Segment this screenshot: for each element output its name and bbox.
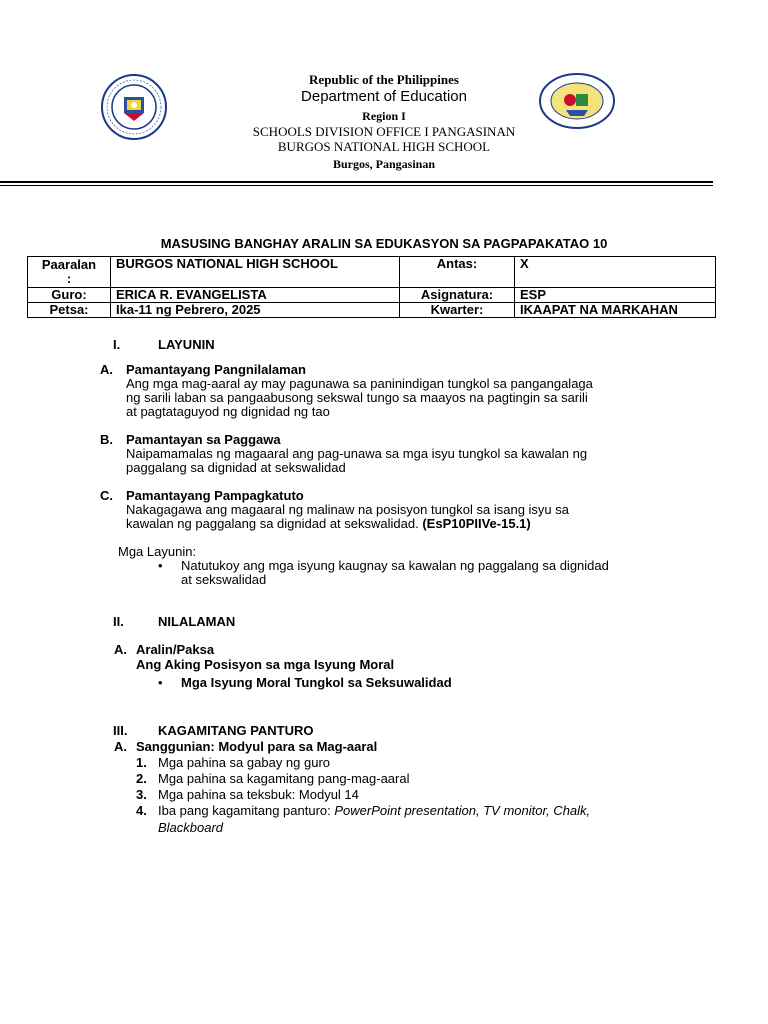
- sub-c-text-2: kawalan ng paggalang sa dignidad at sekswalidad. (EsP10PIIVe-15.1): [126, 516, 531, 531]
- list-item-number: 1.: [136, 755, 147, 770]
- table-row: [28, 303, 716, 318]
- header-department: Department of Education: [301, 88, 467, 105]
- table-row: [28, 288, 716, 303]
- objective-text-1: Natutukoy ang mga isyung kaugnay sa kawalan ng paggalang sa dignidad: [181, 558, 609, 573]
- value-paaralan: BURGOS NATIONAL HIGH SCHOOL: [111, 257, 400, 288]
- competency-code: (EsP10PIIVe-15.1): [422, 516, 531, 531]
- document-title: MASUSING BANGHAY ARALIN SA EDUKASYON SA PAGPAPAKATAO 10: [160, 236, 608, 251]
- topic-title: Ang Aking Posisyon sa mga Isyung Moral: [136, 657, 395, 672]
- header-division: SCHOOLS DIVISION OFFICE I PANGASINAN: [252, 124, 516, 139]
- bullet-icon: •: [158, 558, 163, 573]
- header-school: BURGOS NATIONAL HIGH SCHOOL: [277, 139, 491, 154]
- header-address: Burgos, Pangasinan: [332, 157, 436, 171]
- sub-c-heading: Pamantayang Pampagkatuto: [126, 488, 304, 503]
- label-kwarter: Kwarter:: [400, 303, 515, 318]
- value-kwarter: IKAAPAT NA MARKAHAN: [515, 303, 716, 318]
- list-item-text: Mga pahina sa gabay ng guro: [158, 755, 331, 770]
- section-1-number: I.: [113, 337, 121, 352]
- header-republic: Republic of the Philippines: [309, 72, 459, 87]
- sub-c-text-1: Nakagagawa ang magaaral ng malinaw na posisyon tungkol sa isang isyu sa: [126, 502, 569, 517]
- s3-a-heading: Sanggunian: Modyul para sa Mag-aaral: [136, 739, 378, 754]
- value-antas: X: [515, 257, 716, 288]
- section-2-title: NILALAMAN: [158, 614, 236, 629]
- value-petsa: Ika-11 ng Pebrero, 2025: [111, 303, 400, 318]
- topic-bullet-text: Mga Isyung Moral Tungkol sa Seksuwalidad: [181, 675, 452, 690]
- header-region: Region I: [362, 109, 406, 123]
- sub-a-text-1: Ang mga mag-aaral ay may pagunawa sa paninindigan tungkol sa pangangalaga: [126, 376, 593, 391]
- table-row: [28, 257, 716, 288]
- value-guro: ERICA R. EVANGELISTA: [111, 288, 400, 303]
- list-item-number: 3.: [136, 787, 147, 802]
- sub-b-letter: B.: [100, 432, 113, 447]
- label-petsa: Petsa:: [28, 303, 111, 318]
- header-divider: [0, 181, 713, 183]
- objectives-label: Mga Layunin:: [118, 544, 197, 559]
- label-guro: Guro:: [28, 288, 111, 303]
- list-item-text: Iba pang kagamitang panturo: PowerPoint presentation, TV monitor, Chalk,: [158, 803, 591, 818]
- bullet-icon: •: [158, 675, 163, 690]
- info-table: [27, 256, 716, 318]
- header-divider-thin: [0, 185, 713, 186]
- label-antas: Antas:: [400, 257, 515, 288]
- sub-b-text-2: paggalang sa dignidad at sekswalidad: [126, 460, 346, 475]
- s3-a-letter: A.: [114, 739, 127, 754]
- section-3-number: III.: [113, 723, 128, 738]
- list-item-text: Mga pahina sa teksbuk: Modyul 14: [158, 787, 359, 802]
- sub-a-text-3: at pagtataguyod ng dignidad ng tao: [126, 404, 330, 419]
- section-2-number: II.: [113, 614, 124, 629]
- list-item-text-continued: Blackboard: [158, 820, 224, 835]
- sub-b-text-1: Naipamamalas ng magaaral ang pag-unawa sa mga isyu tungkol sa kawalan ng: [126, 446, 588, 461]
- sub-b-heading: Pamantayan sa Paggawa: [126, 432, 281, 447]
- sub-c-letter: C.: [100, 488, 113, 503]
- s2-a-letter: A.: [114, 642, 127, 657]
- sub-a-heading: Pamantayang Pangnilalaman: [126, 362, 306, 377]
- section-1-title: LAYUNIN: [158, 337, 215, 352]
- value-asignatura: ESP: [515, 288, 716, 303]
- s2-a-heading: Aralin/Paksa: [136, 642, 215, 657]
- label-paaralan: Paaralan :: [28, 257, 111, 288]
- section-3-title: KAGAMITANG PANTURO: [158, 723, 314, 738]
- sub-a-text-2: ng sarili laban sa pangaabusong sekswal tungo sa maayos na pagtingin sa sarili: [126, 390, 588, 405]
- label-asignatura: Asignatura:: [400, 288, 515, 303]
- objective-text-2: at sekswalidad: [181, 572, 267, 587]
- list-item-number: 4.: [136, 803, 147, 818]
- list-item-text: Mga pahina sa kagamitang pang-mag-aaral: [158, 771, 410, 786]
- sub-a-letter: A.: [100, 362, 113, 377]
- list-item-number: 2.: [136, 771, 147, 786]
